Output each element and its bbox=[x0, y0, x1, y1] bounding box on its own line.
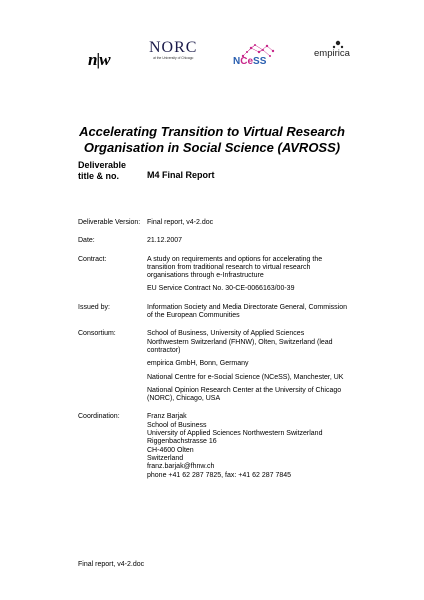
fhnw-logo: n|w bbox=[88, 50, 110, 69]
norc-logo-text: NORC bbox=[149, 39, 198, 56]
row-value: Information Society and Media Directorate General, Commission of the European Communities bbox=[147, 303, 347, 320]
row-label: Deliverable Version: bbox=[78, 219, 141, 226]
empirica-logo bbox=[314, 48, 350, 59]
empirica-mark-icon bbox=[332, 40, 344, 50]
ncess-logo-text: NCeSS bbox=[233, 56, 267, 67]
row-value: Final report, v4-2.doc bbox=[147, 219, 214, 226]
deliverable-value: M4 Final Report bbox=[147, 170, 215, 180]
row-label: Issued by: bbox=[78, 303, 110, 311]
row-label: Coordination: bbox=[78, 413, 120, 421]
document-title: Accelerating Transition to Virtual Research Organisation in Social Science (AVROSS) bbox=[79, 124, 345, 155]
ncess-logo bbox=[233, 42, 279, 70]
email-link[interactable]: franz.barjak@fhnw.ch bbox=[147, 463, 215, 471]
row-issued-by bbox=[78, 304, 348, 321]
row-value: School of Business, University of Applied Sciences Northwestern Switzerland (FHNW), Olten, Switzerland (lead contractor) empirica GmbH, Bonn, Germany National Centre for e-Social Science (NCeSS), Manchester, UK National Opinion Research Center at the University of Chicago (NORC), Chicago, USA bbox=[147, 330, 344, 403]
row-contract bbox=[78, 256, 348, 294]
row-value: A study on requirements and options for accelerating the transition from traditional research to virtual research organisations through e-Infrastructure EU Service Contract No. 30-CE-0066163/00-39 bbox=[147, 255, 323, 293]
row-version bbox=[78, 219, 348, 227]
row-consortium bbox=[78, 330, 348, 403]
row-value: 21.12.2007 bbox=[147, 237, 183, 245]
norc-logo-subtext: at the University of Chicago bbox=[153, 56, 194, 60]
row-label: Contract: bbox=[78, 255, 107, 263]
row-date bbox=[78, 237, 348, 245]
empirica-logo-text: empirica bbox=[314, 48, 350, 59]
norc-logo bbox=[149, 40, 197, 60]
info-table bbox=[78, 219, 348, 490]
row-label: Consortium: bbox=[78, 330, 116, 338]
page-footer: Final report, v4-2.doc bbox=[78, 561, 145, 568]
row-coordination bbox=[78, 413, 348, 479]
logo-bar bbox=[0, 38, 424, 78]
row-label: Date: bbox=[78, 237, 95, 245]
row-value: Franz Barjak School of Business University of Applied Sciences Northwestern Switzerland Riggenbachstrasse 16 CH-4600 Olten Switzerland franz.barjak@fhnw.ch phone +41 62 287 7825, fax: +41 62 287 7845 bbox=[147, 413, 347, 479]
deliverable-label: Deliverable title & no. bbox=[78, 160, 127, 181]
